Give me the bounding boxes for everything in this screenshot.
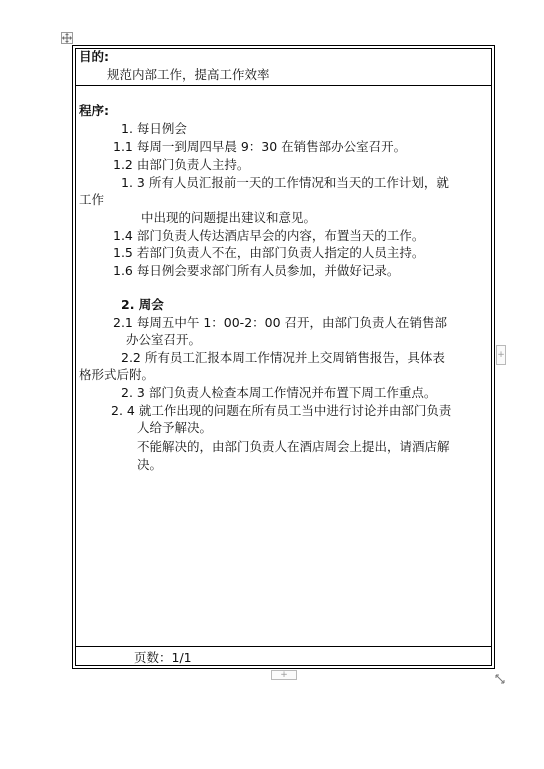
item-2-2-line2: 格形式后附。: [79, 367, 155, 382]
daily-meeting-title: 1. 每日例会: [121, 121, 187, 136]
move-arrows-icon: [62, 33, 72, 43]
table-resize-handle[interactable]: [494, 670, 506, 682]
add-column-button[interactable]: +: [496, 345, 506, 365]
item-2-4-line4: 决。: [137, 457, 163, 472]
purpose-body: 规范内部工作，提高工作效率: [107, 67, 270, 82]
item-2-4-line2: 人给予解决。: [137, 420, 213, 435]
item-2-3: 2. 3 部门负责人检查本周工作情况并布置下周工作重点。: [121, 385, 437, 400]
item-1-3-line3: 中出现的问题提出建议和意见。: [141, 210, 317, 225]
table-move-handle[interactable]: [61, 32, 73, 44]
item-1-3-line1: 1. 3 所有人员汇报前一天的工作情况和当天的工作计划，就: [121, 175, 449, 190]
item-2-4-line3: 不能解决的，由部门负责人在酒店周会上提出，请酒店解: [137, 439, 450, 454]
item-1-3-line2: 工作: [79, 192, 105, 207]
item-2-1-line2: 办公室召开。: [126, 332, 202, 347]
item-1-4: 1.4 部门负责人传达酒店早会的内容，布置当天的工作。: [113, 228, 425, 243]
add-row-button[interactable]: +: [271, 670, 297, 680]
item-1-5: 1.5 若部门负责人不在，由部门负责人指定的人员主持。: [113, 245, 425, 260]
divider-purpose: [75, 85, 492, 86]
item-1-6: 1.6 每日例会要求部门所有人员参加，并做好记录。: [113, 263, 400, 278]
resize-diagonal-icon: [494, 673, 506, 685]
item-2-2-line1: 2.2 所有员工汇报本周工作情况并上交周销售报告，具体表: [121, 350, 445, 365]
purpose-heading: 目的:: [79, 49, 109, 64]
weekly-meeting-title: 2. 周会: [121, 297, 164, 312]
procedure-heading: 程序:: [79, 103, 109, 118]
item-1-2: 1.2 由部门负责人主持。: [113, 157, 250, 172]
page-count: 页数：1/1: [134, 650, 192, 665]
item-1-1: 1.1 每周一到周四早晨 9：30 在销售部办公室召开。: [113, 139, 407, 154]
item-2-4-line1: 2. 4 就工作出现的问题在所有员工当中进行讨论并由部门负责: [111, 403, 452, 418]
divider-footer: [75, 646, 492, 647]
item-2-1-line1: 2.1 每周五中午 1：00-2：00 召开，由部门负责人在销售部: [113, 315, 448, 330]
